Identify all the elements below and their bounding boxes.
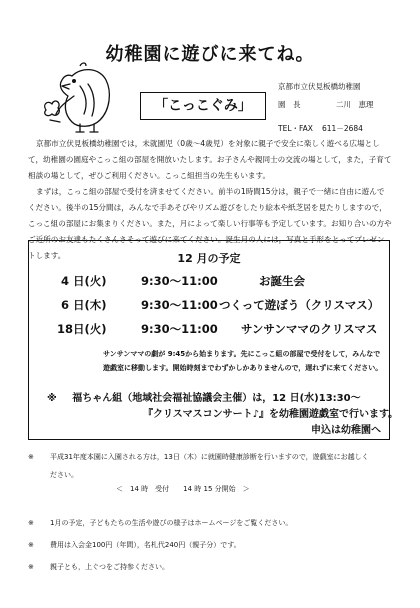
schedule-event: サンサンママのクリスマス	[241, 322, 378, 336]
schedule-box	[28, 240, 399, 440]
footnote-mark: ※	[28, 563, 34, 571]
schedule-time: 9:30～11:00	[141, 274, 218, 288]
principal-name: 二川 恵理	[336, 100, 374, 109]
schedule-event: お誕生会	[259, 274, 305, 288]
fuku-line-2: 『クリスマスコンサート♪』を幼稚園遊戯室で行います。	[143, 409, 399, 420]
notice-mark: ※	[47, 393, 57, 404]
schedule-note: サンサンママの劇が 9:45から始まります。先にこっこ組の部屋で受付をして，みんなで遊戯室に移動します。開始時刻までわずかしかありませんので，遅れずに来てください。	[103, 350, 383, 372]
schedule-heading: 12 月の予定	[177, 252, 241, 265]
footnote-1-line-1: 平成31年度本園に入園される方は，13日（木）に就園時健康診断を行いますので，遊戯室にお越しく	[50, 453, 369, 461]
footnote-3	[28, 538, 398, 552]
footnote-3-text: 費用は入会金100円（年間），名札代240円（親子分）です。	[50, 541, 241, 549]
footnote-2-text: 1月の予定，子どもたちの生活や遊びの様子はホームページをご覧ください。	[50, 519, 293, 527]
schedule-date: 6 日(木)	[61, 298, 107, 312]
fuku-line-3: 申込は幼稚園へ	[311, 425, 381, 436]
tel-label: TEL・FAX	[278, 124, 313, 133]
intro-paragraph-1: 京都市立伏見板橋幼稚園では，未就園児（0歳～4歳児）を対象に親子で安全に楽しく遊べる広場として，幼稚園の園庭やこっこ組の部屋を開放いたします。お子さんや親同士の交流の場として，また，子育て相談の場として，ぜひご利用ください。こっこ組担当の先生もいます。	[28, 139, 392, 180]
footnote-1	[28, 450, 398, 496]
chick-illustration-icon	[36, 62, 116, 134]
schedule-time: 9:30～11:00	[141, 298, 218, 312]
schedule-time: 9:30～11:00	[141, 322, 218, 336]
footnote-mark: ※	[28, 519, 34, 527]
footnote-mark: ※	[28, 541, 34, 549]
schedule-date: 4 日(火)	[61, 274, 107, 288]
schedule-event: つくって遊ぼう（クリスマス）	[219, 298, 380, 312]
schedule-date: 18日(火)	[57, 322, 107, 336]
principal-label: 園 長	[278, 100, 301, 109]
footnote-2	[28, 516, 398, 530]
fuku-chan-notice	[47, 391, 399, 439]
tel-number: 611－2684	[322, 124, 363, 133]
footnote-4-text: 親子とも，上ぐつをご持参ください。	[50, 563, 169, 571]
page-title: 幼稚園に遊びに来てね。	[105, 44, 315, 65]
footnote-1-line-2: ださい。	[50, 471, 78, 479]
footnote-1-line-3: ＜ 14 時 受付 14 時 15 分開始 ＞	[116, 485, 250, 493]
footnote-mark: ※	[28, 453, 34, 461]
intro-paragraph-2: まずは，こっこ組の部屋で受付を済ませてください。前半の1時間15分は，親子で一緒に自由に遊んでください。後半の15分間は，みんなで手あそびやリズム遊びをしたり絵本や紙芝居を見たりしますので，こっこ組の部屋にお集まりください。また，月によって楽しい行事等も予定しています。お知り合いの方やご近所のお友達もたくさんさそって遊びに来てください。誕生月の人には，写真と手形をとってプレゼントします。	[28, 187, 392, 260]
kindergarten-name: 京都市立伏見板橋幼稚園	[278, 82, 361, 91]
fuku-line-1: 福ちゃん組（地域社会福祉協議会主催）は，12 日(水)13:30～	[72, 393, 361, 404]
footnote-4	[28, 560, 398, 574]
program-name-box: 「こっこぐみ」	[140, 92, 266, 120]
